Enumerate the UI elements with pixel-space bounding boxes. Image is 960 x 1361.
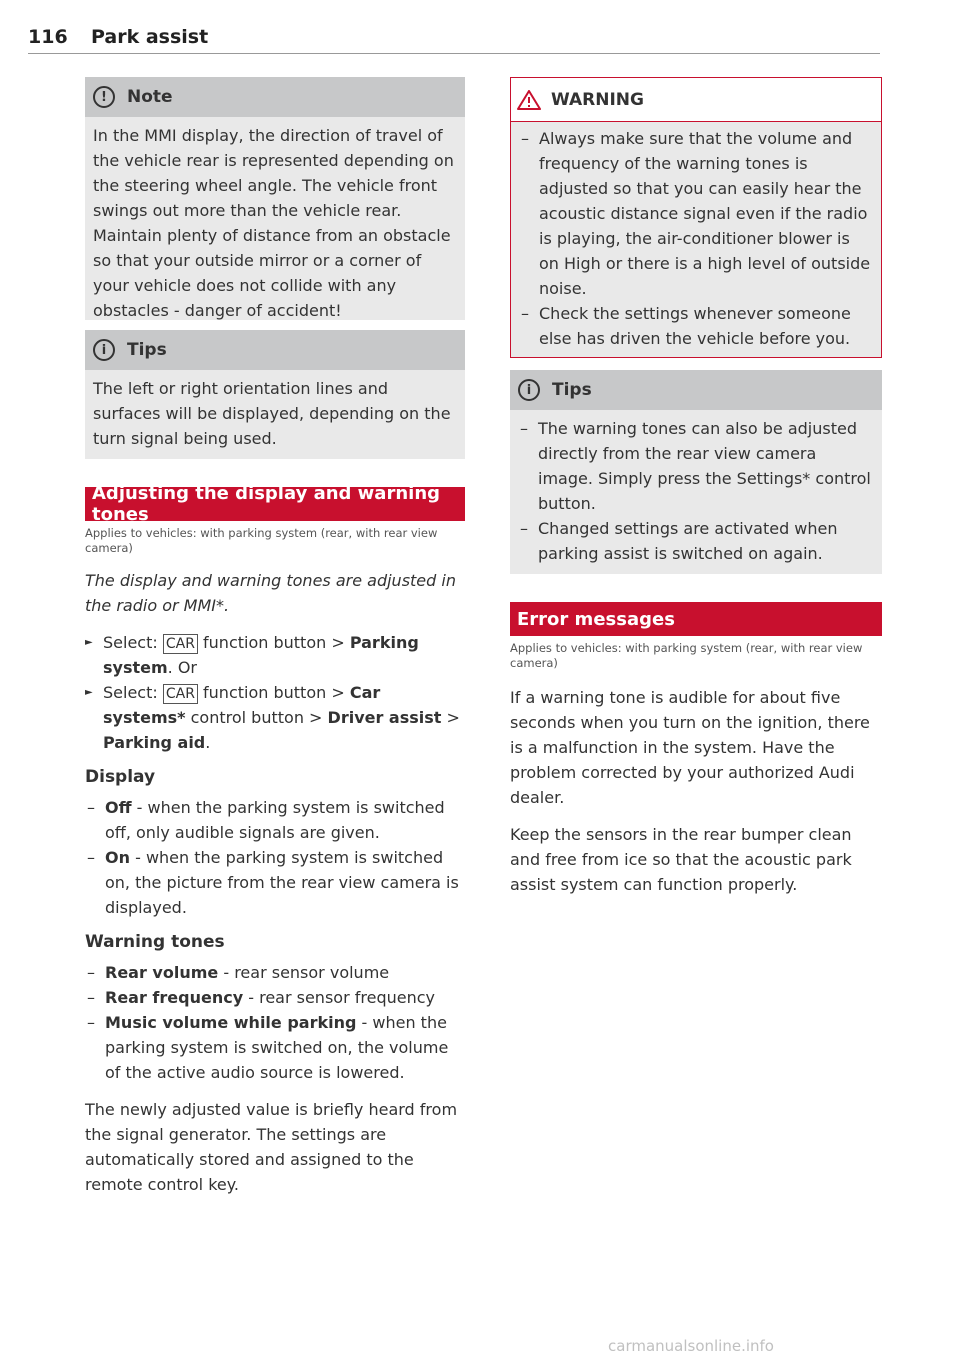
info-icon: i [93,339,115,361]
error-paragraph-1: If a warning tone is audible for about five seconds when you turn on the ignition, there is a malfunction in the system. Have the problem corrected by your authorized Audi dealer. [510,688,870,807]
tips-label-2: Tips [552,380,592,400]
note-label: Note [127,87,173,107]
warning-header [511,78,881,122]
tips-list-2 [510,410,882,574]
warning-box [510,77,882,358]
applies-to-adjusting: Applies to vehicles: with parking system (rear, with rear view camera) [85,526,438,555]
section-title-errors: Error messages [510,602,882,636]
error-paragraph-2: Keep the sensors in the rear bumper clean and free from ice so that the acoustic park assist system can function properly. [510,825,852,894]
display-option-on: – On - when the parking system is switched on, the picture from the rear view camera is displayed. [85,845,465,920]
page-section-title: Park assist [91,26,209,48]
tips-item-1: – The warning tones can also be adjusted directly from the rear view camera image. Simply press the Settings* control button. [518,416,874,516]
tips-item-2: – Changed settings are activated when parking assist is switched on again. [518,516,874,566]
warning-item-1: – Always make sure that the volume and frequency of the warning tones is adjusted so that you can easily hear the acoustic distance signal even if the radio is playing, the air-conditioner blower is on High or there is a high level of outside noise. [519,126,873,301]
tips-label-1: Tips [127,340,167,360]
note-header [85,77,465,117]
intro-text: The display and warning tones are adjusted in the radio or MMI*. [85,571,456,615]
tone-option-rear-frequency: – Rear frequency - rear sensor frequency [85,985,465,1010]
display-options-list [85,795,465,920]
step-item-1: ► Select: CAR function button > Parking system. Or [85,630,465,680]
tips-header-2 [510,370,882,410]
exclamation-icon: ! [93,86,115,108]
tips-text-1: The left or right orientation lines and surfaces will be displayed, depending on the turn signal being used. [93,379,451,448]
note-text: In the MMI display, the direction of travel of the vehicle rear is represented depending on the steering wheel angle. The vehicle front swings out more than the vehicle rear. Maintain plenty of distance from an obstacle so that your outside mirror or a corner of your vehicle does not collide with any obstacles - danger of accident! [93,126,454,320]
applies-to-errors: Applies to vehicles: with parking system (rear, with rear view camera) [510,641,863,670]
page-number: 116 [28,26,68,48]
display-option-off: – Off - when the parking system is switched off, only audible signals are given. [85,795,465,845]
tone-option-music-volume: – Music volume while parking - when the parking system is switched on, the volume of the active audio source is lowered. [85,1010,465,1085]
tips-header-1 [85,330,465,370]
car-key-label: CAR [163,684,198,704]
section-title-adjusting: Adjusting the display and warning tones [85,487,465,521]
left-column [85,77,465,1197]
page-header [28,24,880,54]
step-item-2: ► Select: CAR function button > Car systems* control button > Driver assist > Parking aid. [85,680,465,755]
warning-list [511,122,881,357]
step-list [85,630,465,755]
tips-box-1 [85,330,465,459]
warning-tones-heading: Warning tones [85,932,225,952]
car-key-label: CAR [163,634,198,654]
warning-tones-list [85,960,465,1085]
note-box [85,77,465,320]
right-column [510,77,882,897]
warning-triangle-icon [517,90,541,110]
warning-label: WARNING [551,89,644,110]
tone-option-rear-volume: – Rear volume - rear sensor volume [85,960,465,985]
site-watermark: carmanualsonline.info [608,1337,774,1355]
tips-box-2 [510,370,882,574]
closing-paragraph: The newly adjusted value is briefly heard from the signal generator. The settings are automatically stored and assigned to the remote control key. [85,1100,458,1194]
warning-item-2: – Check the settings whenever someone else has driven the vehicle before you. [519,301,873,351]
display-heading: Display [85,767,156,787]
info-icon: i [518,379,540,401]
